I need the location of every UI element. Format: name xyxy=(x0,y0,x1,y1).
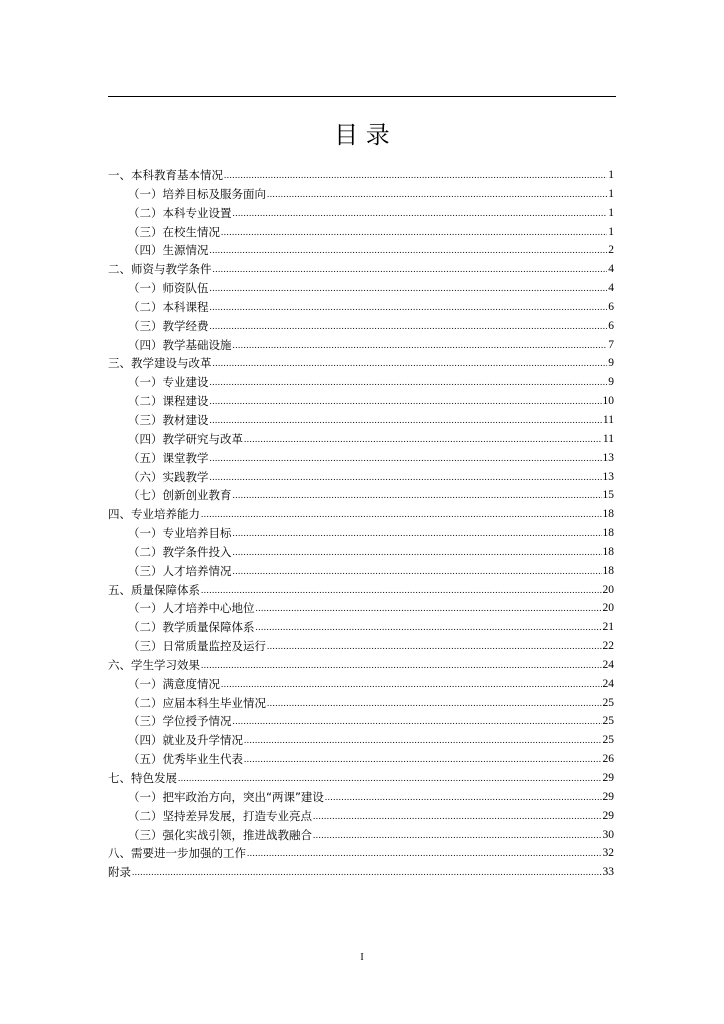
toc-entry-page-number: 33 xyxy=(602,866,614,879)
toc-entry-label: 五、质量保障体系 xyxy=(108,582,200,597)
toc-entry-label: （二）课程建设 xyxy=(128,394,209,409)
page-title: 目 录 xyxy=(334,121,390,149)
toc-leader-dots xyxy=(213,260,608,279)
toc-subsection-entry[interactable] xyxy=(108,241,614,260)
toc-entry-page-number: 25 xyxy=(602,715,614,728)
toc-leader-dots xyxy=(213,354,608,373)
toc-entry-label: （三）强化实战引领，推进战教融合 xyxy=(128,827,312,842)
toc-subsection-entry[interactable] xyxy=(108,731,614,750)
toc-subsection-entry[interactable] xyxy=(108,618,614,637)
toc-entry-label: （三）教学经费 xyxy=(128,318,209,333)
toc-leader-dots xyxy=(210,392,602,411)
toc-subsection-entry[interactable] xyxy=(108,468,614,487)
toc-subsection-entry[interactable] xyxy=(108,562,614,581)
toc-leader-dots xyxy=(210,298,608,317)
toc-leader-dots xyxy=(267,694,602,713)
toc-entry-page-number: 22 xyxy=(602,640,614,653)
toc-entry-page-number: 25 xyxy=(602,734,614,747)
toc-subsection-entry[interactable] xyxy=(108,279,614,298)
toc-leader-dots xyxy=(233,336,608,355)
toc-subsection-entry[interactable] xyxy=(108,392,614,411)
toc-subsection-entry[interactable] xyxy=(108,788,614,807)
toc-leader-dots xyxy=(201,581,602,600)
toc-entry-page-number: 1 xyxy=(608,187,614,200)
toc-leader-dots xyxy=(233,204,608,223)
toc-entry-label: （五）课堂教学 xyxy=(128,450,209,465)
toc-section-entry[interactable] xyxy=(108,354,614,373)
toc-entry-page-number: 11 xyxy=(602,413,614,426)
toc-entry-label: 六、学生学习效果 xyxy=(108,657,200,672)
toc-entry-label: （四）教学研究与改革 xyxy=(128,431,243,446)
toc-entry-label: 附录 xyxy=(108,865,131,880)
toc-entry-label: （三）人才培养情况 xyxy=(128,563,232,578)
toc-leader-dots xyxy=(224,166,607,185)
toc-subsection-entry[interactable] xyxy=(108,223,614,242)
header-rule xyxy=(108,96,616,97)
toc-subsection-entry[interactable] xyxy=(108,449,614,468)
toc-entry-page-number: 29 xyxy=(602,790,614,803)
toc-entry-page-number: 29 xyxy=(602,772,614,784)
toc-leader-dots xyxy=(132,863,602,882)
toc-entry-page-number: 20 xyxy=(602,583,614,596)
toc-entry-label: （三）日常质量监控及运行 xyxy=(128,639,266,654)
toc-entry-label: （三）在校生情况 xyxy=(128,224,220,239)
toc-subsection-entry[interactable] xyxy=(108,675,614,694)
toc-subsection-entry[interactable] xyxy=(108,430,614,449)
toc-leader-dots xyxy=(221,675,602,694)
toc-entry-page-number: 9 xyxy=(608,357,614,370)
toc-entry-page-number: 24 xyxy=(602,677,614,690)
toc-subsection-entry[interactable] xyxy=(108,524,614,543)
toc-section-entry[interactable] xyxy=(108,581,614,600)
toc-leader-dots xyxy=(313,826,602,845)
toc-entry-label: 四、专业培养能力 xyxy=(108,507,200,522)
toc-entry-page-number: 20 xyxy=(602,602,614,615)
toc-leader-dots xyxy=(247,844,602,863)
toc-entry-page-number: 1 xyxy=(608,225,614,238)
toc-entry-page-number: 4 xyxy=(608,282,614,295)
toc-leader-dots xyxy=(210,411,602,430)
toc-entry-page-number: 4 xyxy=(608,263,614,276)
toc-entry-page-number: 25 xyxy=(602,696,614,709)
toc-subsection-entry[interactable] xyxy=(108,486,614,505)
toc-entry-label: （四）就业及升学情况 xyxy=(128,733,243,748)
toc-subsection-entry[interactable] xyxy=(108,750,614,769)
toc-entry-label: 八、需要进一步加强的工作 xyxy=(108,846,246,861)
toc-entry-page-number: 13 xyxy=(602,470,614,483)
toc-leader-dots xyxy=(221,223,607,242)
toc-entry-label: （二）坚持差异发展，打造专业亮点 xyxy=(128,808,312,823)
toc-entry-page-number: 1 xyxy=(608,169,614,181)
toc-subsection-entry[interactable] xyxy=(108,204,614,223)
toc-entry-page-number: 18 xyxy=(602,527,614,540)
toc-subsection-entry[interactable] xyxy=(108,599,614,618)
table-of-contents xyxy=(108,166,614,882)
toc-leader-dots xyxy=(210,241,608,260)
toc-subsection-entry[interactable] xyxy=(108,712,614,731)
toc-leader-dots xyxy=(256,599,602,618)
toc-leader-dots xyxy=(210,449,602,468)
toc-leader-dots xyxy=(210,468,602,487)
toc-section-entry[interactable] xyxy=(108,505,614,524)
toc-entry-label: 一、本科教育基本情况 xyxy=(108,168,223,182)
toc-entry-page-number: 18 xyxy=(602,564,614,577)
toc-subsection-entry[interactable] xyxy=(108,637,614,656)
toc-entry-label: 七、特色发展 xyxy=(108,771,177,785)
toc-entry-page-number: 30 xyxy=(602,828,614,841)
toc-entry-page-number: 18 xyxy=(602,545,614,558)
toc-leader-dots xyxy=(233,524,602,543)
toc-leader-dots xyxy=(244,430,602,449)
toc-leader-dots xyxy=(267,637,602,656)
toc-entry-page-number: 6 xyxy=(608,300,614,313)
toc-entry-label: （一）培养目标及服务面向 xyxy=(128,186,266,201)
toc-entry-label: （一）专业建设 xyxy=(128,375,209,390)
toc-leader-dots xyxy=(256,618,602,637)
toc-section-entry[interactable] xyxy=(108,769,614,788)
toc-leader-dots xyxy=(201,656,602,675)
toc-leader-dots xyxy=(233,543,602,562)
toc-entry-page-number: 21 xyxy=(602,621,614,634)
toc-leader-dots xyxy=(267,185,607,204)
toc-section-entry[interactable] xyxy=(108,863,614,882)
toc-entry-page-number: 10 xyxy=(602,395,614,408)
toc-entry-label: （六）实践教学 xyxy=(128,469,209,484)
toc-section-entry[interactable] xyxy=(108,260,614,279)
toc-entry-label: （五）优秀毕业生代表 xyxy=(128,752,243,767)
toc-entry-label: （三）教材建设 xyxy=(128,412,209,427)
toc-leader-dots xyxy=(325,788,602,807)
toc-subsection-entry[interactable] xyxy=(108,317,614,336)
toc-entry-page-number: 2 xyxy=(608,244,614,257)
toc-subsection-entry[interactable] xyxy=(108,373,614,392)
toc-subsection-entry[interactable] xyxy=(108,185,614,204)
toc-entry-label: （一）师资队伍 xyxy=(128,281,209,296)
toc-entry-page-number: 11 xyxy=(602,432,614,445)
toc-entry-page-number: 6 xyxy=(608,319,614,332)
toc-entry-page-number: 29 xyxy=(602,809,614,822)
toc-entry-label: （一）人才培养中心地位 xyxy=(128,601,255,616)
toc-entry-label: （一）专业培养目标 xyxy=(128,526,232,541)
toc-entry-page-number: 18 xyxy=(602,508,614,521)
toc-entry-label: （二）教学条件投入 xyxy=(128,544,232,559)
toc-entry-label: （四）教学基础设施 xyxy=(128,337,232,352)
toc-subsection-entry[interactable] xyxy=(108,694,614,713)
toc-entry-label: （一）满意度情况 xyxy=(128,676,220,691)
toc-leader-dots xyxy=(210,317,608,336)
toc-subsection-entry[interactable] xyxy=(108,298,614,317)
toc-subsection-entry[interactable] xyxy=(108,336,614,355)
toc-entry-label: 三、教学建设与改革 xyxy=(108,356,212,371)
toc-subsection-entry[interactable] xyxy=(108,411,614,430)
toc-section-entry[interactable] xyxy=(108,844,614,863)
toc-leader-dots xyxy=(313,807,602,826)
toc-leader-dots xyxy=(233,712,602,731)
toc-entry-page-number: 15 xyxy=(602,489,614,502)
toc-entry-label: （二）本科专业设置 xyxy=(128,205,232,220)
toc-section-entry[interactable] xyxy=(108,166,614,185)
toc-subsection-entry[interactable] xyxy=(108,543,614,562)
toc-entry-page-number: 7 xyxy=(608,338,614,351)
toc-leader-dots xyxy=(178,769,602,788)
toc-entry-page-number: 24 xyxy=(602,658,614,671)
toc-leader-dots xyxy=(210,279,608,298)
toc-leader-dots xyxy=(244,731,602,750)
toc-entry-label: （二）教学质量保障体系 xyxy=(128,620,255,635)
toc-leader-dots xyxy=(244,750,602,769)
toc-entry-page-number: 13 xyxy=(602,451,614,464)
toc-leader-dots xyxy=(210,373,608,392)
toc-leader-dots xyxy=(233,562,602,581)
toc-leader-dots xyxy=(201,505,602,524)
toc-subsection-entry[interactable] xyxy=(108,826,614,845)
toc-entry-page-number: 26 xyxy=(602,753,614,766)
toc-leader-dots xyxy=(233,486,602,505)
toc-entry-page-number: 9 xyxy=(608,376,614,389)
toc-entry-label: （四）生源情况 xyxy=(128,243,209,258)
toc-subsection-entry[interactable] xyxy=(108,807,614,826)
toc-entry-label: 二、师资与教学条件 xyxy=(108,262,212,277)
toc-entry-label: （二）本科课程 xyxy=(128,299,209,314)
toc-entry-label: （七）创新创业教育 xyxy=(128,488,232,503)
toc-entry-page-number: 32 xyxy=(602,847,614,860)
toc-entry-page-number: 1 xyxy=(608,206,614,219)
toc-entry-label: （二）应届本科生毕业情况 xyxy=(128,695,266,710)
footer-page-number: I xyxy=(360,952,364,963)
toc-section-entry[interactable] xyxy=(108,656,614,675)
toc-entry-label: （一）把牢政治方向，突出“两课”建设 xyxy=(128,789,324,804)
toc-entry-label: （三）学位授予情况 xyxy=(128,714,232,729)
